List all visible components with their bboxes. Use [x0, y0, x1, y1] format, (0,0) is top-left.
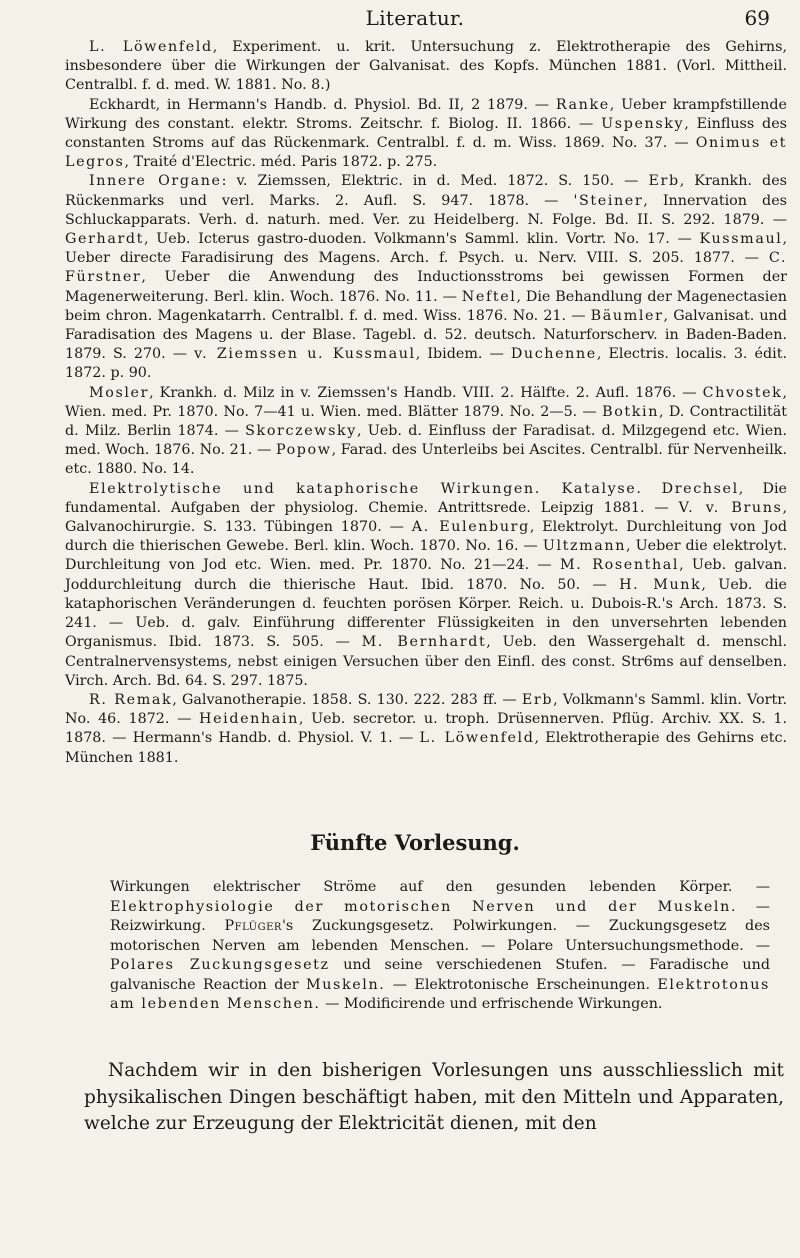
author-name: Ranke [555, 96, 610, 113]
author-name: Uspensky [601, 115, 685, 132]
summary-text: 's Zuckungsgesetz. Polwirkungen. — Zuckungsgesetz des motorischen Nerven am lebenden Menschen. — Polare Untersuchungsmethode. — [110, 918, 770, 954]
author-name: M. Rosenthal [560, 557, 680, 574]
citation-text: , Galvanochirurgie. S. 133. Tübingen 1870. — [65, 499, 787, 536]
citation-text [642, 481, 661, 497]
page-number: 69 [744, 6, 770, 30]
summary-text: — Elektrotonische Erscheinungen. [385, 976, 658, 993]
lecture-summary [110, 878, 770, 1015]
citation-text: : v. Ziemssen, Elektric. in d. Med. 1872. S. 150. — [221, 173, 649, 190]
citation-text: , Die Behandlung der Magenectasien beim chron. Magenkatarrh. Centralbl. f. d. med. Wiss. 1876. No. 21. — [65, 288, 787, 324]
citation-text: , Die fundamental. Aufgaben der physiolog. Chemie. Antrittsrede. Leipzig 1881. — [65, 480, 787, 516]
citation-text: , Ueber die Anwendung des Inductionsstroms bei gewissen Formen der Magenerweiterung. Berl. klin. Woch. 1876. No. 11. — [65, 269, 787, 305]
citation-text: , Ueb. die kataphorischen Veränderungen d. feuchten porösen Körper. Reich. u. Dubois-R.'s Arch. 1873. S. 241. — Ueb. d. galv. Einführung differenter Flüssigkeiten in den unversehrten lebenden Organismus. Ibid. 1873. S. 505. — [65, 576, 787, 651]
author-name: 'Steiner [573, 192, 644, 209]
citation-text: , Ueber krampfstillende Wirkung des constant. elektr. Stroms. Zeitschr. f. Biolog. II. 1866. — [65, 96, 787, 132]
lecture-title: Fünfte Vorlesung. [310, 830, 520, 855]
summary-emphasis: Elektrotonus am lebenden Menschen. [110, 976, 770, 1012]
citation-text: , in Hermann's Handb. d. Physiol. Bd. II, 2 1879. — [155, 96, 556, 113]
section-heading: Elektrolytische und kataphorische Wirkungen. Katalyse. [89, 480, 643, 497]
summary-text: Wirkungen elektrischer Ströme auf den gesunden lebenden Körper. — [110, 879, 770, 895]
summary-emphasis: Elektrophysiologie der motorischen Nerven und der Muskeln. [110, 898, 738, 915]
summary-text: — Modificirende und erfrischende Wirkungen. [320, 996, 663, 1012]
citation-text: , Elektrotherapie des Gehirns etc. München 1881. [65, 730, 787, 766]
author-name: Duchenne [510, 346, 597, 363]
author-name: Erb [521, 691, 554, 708]
literature-list [65, 38, 787, 768]
author-name: Eckhardt [89, 96, 156, 113]
author-name: L. Löwenfeld [89, 39, 213, 55]
citation-text: , Ueb. secretor. u. troph. Drüsennerven. Pflüg. Archiv. XX. S. 1. 1878. — Hermann's Handb. d. Physiol. V. 1. — [65, 711, 788, 747]
running-head: Literatur. [365, 6, 465, 30]
literature-entry [65, 691, 787, 768]
citation-text: , Ueb. Icterus gastro-duoden. Volkmann's Samml. klin. Vortr. No. 17. — [143, 231, 700, 248]
author-name: v. Ziemssen u. Kussmaul [194, 346, 416, 363]
author-name: M. Bernhardt [361, 634, 487, 651]
body-paragraph: Nachdem wir in den bisherigen Vorlesungen uns ausschliesslich mit physikalischen Dingen beschäftigt haben, mit den Mitteln und Apparaten, welche zur Erzeugung der Elektricität dienen, mit den [84, 1060, 784, 1134]
author-name: Skorczewsky [245, 423, 357, 440]
literature-entry [65, 172, 787, 383]
summary-text: und seine verschiedenen Stufen. — Faradische und galvanische Reaction der [110, 957, 770, 993]
author-name: Onimus et Legros [65, 135, 787, 171]
citation-text: , Ibidem. — [415, 346, 511, 363]
literature-entry [65, 38, 787, 96]
author-name: Ultzmann [542, 538, 627, 555]
literature-entry [65, 384, 787, 480]
summary-paragraph [110, 878, 770, 1015]
author-name: Drechsel [661, 480, 739, 497]
citation-text: , Traité d'Electric. méd. Paris 1872. p. 275. [124, 154, 438, 171]
author-name: H. Munk [619, 576, 702, 593]
citation-text: , Krankh. d. Milz in v. Ziemssen's Handb. VIII. 2. Hälfte. 2. Aufl. 1876. — [149, 384, 703, 401]
citation-text: , Innervation des Schluckapparats. Verh. d. naturh. med. Ver. zu Heidelberg. N. Folge. Bd. II. S. 292. 1879. — [65, 192, 787, 228]
citation-text: , Experiment. u. krit. Untersuchung z. Elektrotherapie des Gehirns, insbesondere über die Wirkungen der Galvanisat. des Kopfs. München 1881. (Vorl. Mittheil. Centralbl. f. d. med. W. 1881. No. 8.) [65, 39, 787, 94]
author-name: Erb [648, 173, 680, 190]
citation-text: , Ueb. galvan. Joddurchleitung durch die thierische Haut. Ibid. 1870. No. 50. — [65, 557, 787, 593]
citation-text: , D. Contractilität d. Milz. Berlin 1874. — [65, 403, 787, 440]
citation-text: , Ueb. den Wassergehalt d. menschl. Centralnervensystems, nebst einigen Versuchen über den Einfl. des const. Str6ms auf denselben. Virch. Arch. Bd. 64. S. 297. 1875. [65, 634, 787, 689]
citation-text: , Elektrolyt. Durchleitung von Jod durch die thierischen Gewebe. Berl. klin. Woch. 1870. No. 16. — [65, 519, 787, 555]
author-name: Botkin [602, 403, 660, 420]
author-name: Chvostek [702, 384, 783, 401]
citation-text: , Krankh. des Rückenmarks und verl. Marks. 2. Aufl. S. 947. 1878. — [65, 173, 787, 209]
author-name: Heidenhain [199, 711, 299, 728]
citation-text: , Ueber die elektrolyt. Durchleitung von Jod etc. Wien. med. Pr. 1870. No. 21—24. — [65, 538, 787, 574]
author-name: C. Fürstner [65, 250, 787, 286]
author-name: Kussmaul [699, 231, 783, 248]
lecture-body [84, 1058, 784, 1138]
citation-text: , Volkmann's Samml. klin. Vortr. No. 46. 1872. — [65, 691, 788, 728]
author-name: R. Remak [89, 691, 173, 708]
citation-text: , Wien. med. Pr. 1870. No. 7—41 u. Wien. med. Blätter 1879. No. 2—5. — [65, 384, 787, 420]
author-name: A. Eulenburg [411, 519, 530, 536]
citation-text: , Electris. localis. 3. édit. 1872. p. 90. [65, 346, 787, 382]
author-name: Bäumler [590, 307, 664, 324]
literature-entry [65, 480, 787, 691]
author-name: L. Löwenfeld [419, 730, 535, 747]
citation-text: , Galvanisat. und Faradisation des Magens u. der Blase. Tagebl. d. 52. deutsch. Naturforscherv. in Baden-Baden. 1879. S. 270. — [65, 307, 787, 363]
citation-text: , Ueber directe Faradisirung des Magens. Arch. f. Psych. u. Nerv. VIII. S. 205. 1877. — [65, 231, 787, 267]
section-heading: Innere Organe [89, 173, 222, 190]
summary-text: — Reizwirkung. [110, 898, 770, 934]
author-name: Gerhardt [65, 231, 144, 248]
citation-text: , Galvanotherapie. 1858. S. 130. 222. 283 ff. — [172, 691, 522, 708]
page-header [60, 6, 770, 32]
author-name: Popow [275, 442, 332, 459]
summary-emphasis: Polares Zuckungsgesetz [110, 957, 330, 973]
citation-text: , Farad. des Unterleibs bei Ascites. Centralbl. für Nervenheilk. etc. 1880. No. 14. [65, 442, 787, 478]
summary-name: Pflüger [224, 918, 282, 934]
citation-text: , Einfluss des constanten Stroms auf das Rückenmark. Centralbl. f. d. m. Wiss. 1869. No. 37. — [65, 115, 788, 152]
summary-emphasis: Muskeln. [305, 976, 386, 993]
author-name: Mosler [89, 384, 150, 401]
citation-text: , Ueb. d. Einfluss der Faradisat. d. Milzgegend etc. Wien. med. Woch. 1876. No. 21. — [65, 423, 787, 459]
author-name: Neftel [461, 288, 517, 305]
author-name: V. v. Bruns [678, 499, 783, 516]
literature-entry [65, 96, 787, 173]
